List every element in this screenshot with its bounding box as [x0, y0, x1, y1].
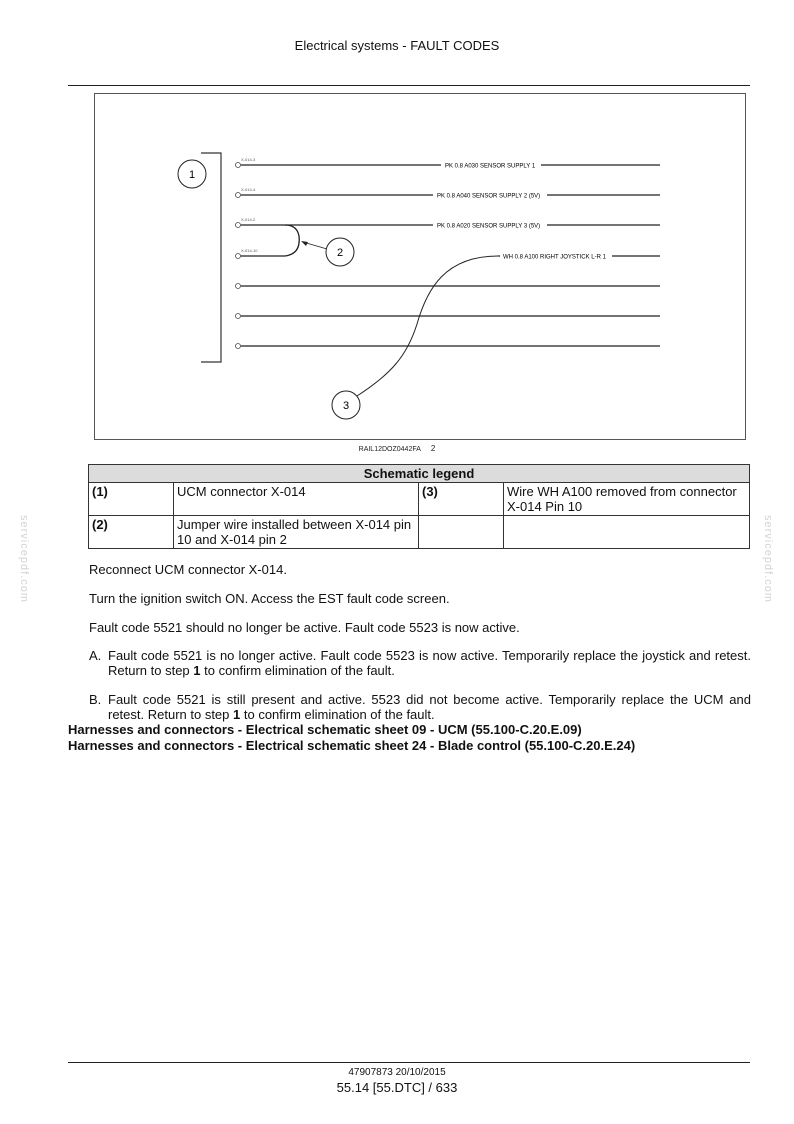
page-header-title: Electrical systems - FAULT CODES: [294, 38, 500, 53]
step-text: Fault code 5521 is still present and active. 5523 did not become active. Temporarily replace the UCM and retest. Return to step 1 to confirm elimination of the fault.: [108, 692, 751, 722]
pin-row-4: [236, 248, 661, 261]
header-rule: [68, 85, 750, 86]
pin-row-3: [236, 217, 661, 230]
callout-3-label: 3: [342, 400, 350, 412]
pin-label: X-014-4: [241, 187, 256, 192]
legend-description: Jumper wire installed between X-014 pin 10 and X-014 pin 2: [174, 516, 419, 549]
jumper-wire: [285, 225, 299, 256]
table-row: [89, 483, 750, 516]
schematic-legend-table: [88, 464, 750, 549]
wire-label: PK 0.8 A040 SENSOR SUPPLY 2 (5V): [437, 193, 541, 200]
legend-description: [504, 516, 750, 549]
link-schematic-sheet-24[interactable]: Harnesses and connectors - Electrical schematic sheet 24 - Blade control (55.100-C.20.E.24): [68, 738, 636, 753]
pin-icon: [236, 223, 241, 228]
pin-row-1: [236, 157, 661, 170]
legend-key: (1): [89, 483, 174, 516]
table-row: [89, 516, 750, 549]
legend-title: Schematic legend: [89, 465, 750, 483]
pin-icon: [236, 314, 241, 319]
pin-row-6: [236, 314, 661, 319]
step-a: [89, 648, 751, 678]
step-b: [89, 692, 751, 722]
pin-icon: [236, 193, 241, 198]
wire-label: PK 0.8 A030 SENSOR SUPPLY 1: [445, 163, 536, 170]
wire-label: WH 0.8 A100 RIGHT JOYSTICK L-R 1: [503, 254, 606, 261]
pin-icon: [236, 163, 241, 168]
watermark-left: servicepdf.com: [18, 515, 30, 603]
pin-label: X-014-2: [241, 217, 256, 222]
arrowhead-icon: [301, 241, 308, 246]
footer-page-number: 55.14 [55.DTC] / 633: [336, 1080, 458, 1095]
step-letter: A.: [89, 648, 102, 663]
legend-description: UCM connector X-014: [174, 483, 419, 516]
schematic-figure: [94, 93, 746, 440]
link-schematic-sheet-09[interactable]: Harnesses and connectors - Electrical schematic sheet 09 - UCM (55.100-C.20.E.09): [68, 722, 582, 737]
callout-1-label: 1: [188, 169, 196, 181]
instruction-reconnect: Reconnect UCM connector X-014.: [89, 562, 287, 577]
callout-2-label: 2: [336, 247, 344, 259]
step-letter: B.: [89, 692, 102, 707]
pin-row-5: [236, 284, 661, 289]
figure-number: 2: [430, 444, 436, 453]
legend-key: (3): [419, 483, 504, 516]
watermark-right: servicepdf.com: [762, 515, 774, 603]
connector-outline: [201, 153, 221, 362]
pin-label: X-014-10: [241, 248, 258, 253]
schematic-drawing: [95, 94, 745, 439]
instruction-result: Fault code 5521 should no longer be active. Fault code 5523 is now active.: [89, 620, 520, 635]
footer-document-id: 47907873 20/10/2015: [348, 1067, 446, 1078]
legend-description: Wire WH A100 removed from connector X-014 Pin 10: [504, 483, 750, 516]
pin-icon: [236, 284, 241, 289]
instruction-ignition: Turn the ignition switch ON. Access the EST fault code screen.: [89, 591, 450, 606]
legend-key: [419, 516, 504, 549]
pin-label: X-014-3: [241, 157, 256, 162]
pin-icon: [236, 344, 241, 349]
figure-caption: [0, 444, 794, 453]
footer-rule: [68, 1062, 750, 1063]
pin-row-7: [236, 344, 661, 349]
wire-label: PK 0.8 A020 SENSOR SUPPLY 3 (5V): [437, 223, 541, 230]
removed-wire-leader: [357, 256, 498, 396]
legend-header-row: [89, 465, 750, 483]
pin-icon: [236, 254, 241, 259]
legend-key: (2): [89, 516, 174, 549]
pin-row-2: [236, 187, 661, 200]
figure-caption-code: RAIL12DOZ0442FA: [358, 446, 421, 453]
step-text: Fault code 5521 is no longer active. Fault code 5523 is now active. Temporarily replace the joystick and retest. Return to step 1 to confirm elimination of the fault.: [108, 648, 751, 678]
